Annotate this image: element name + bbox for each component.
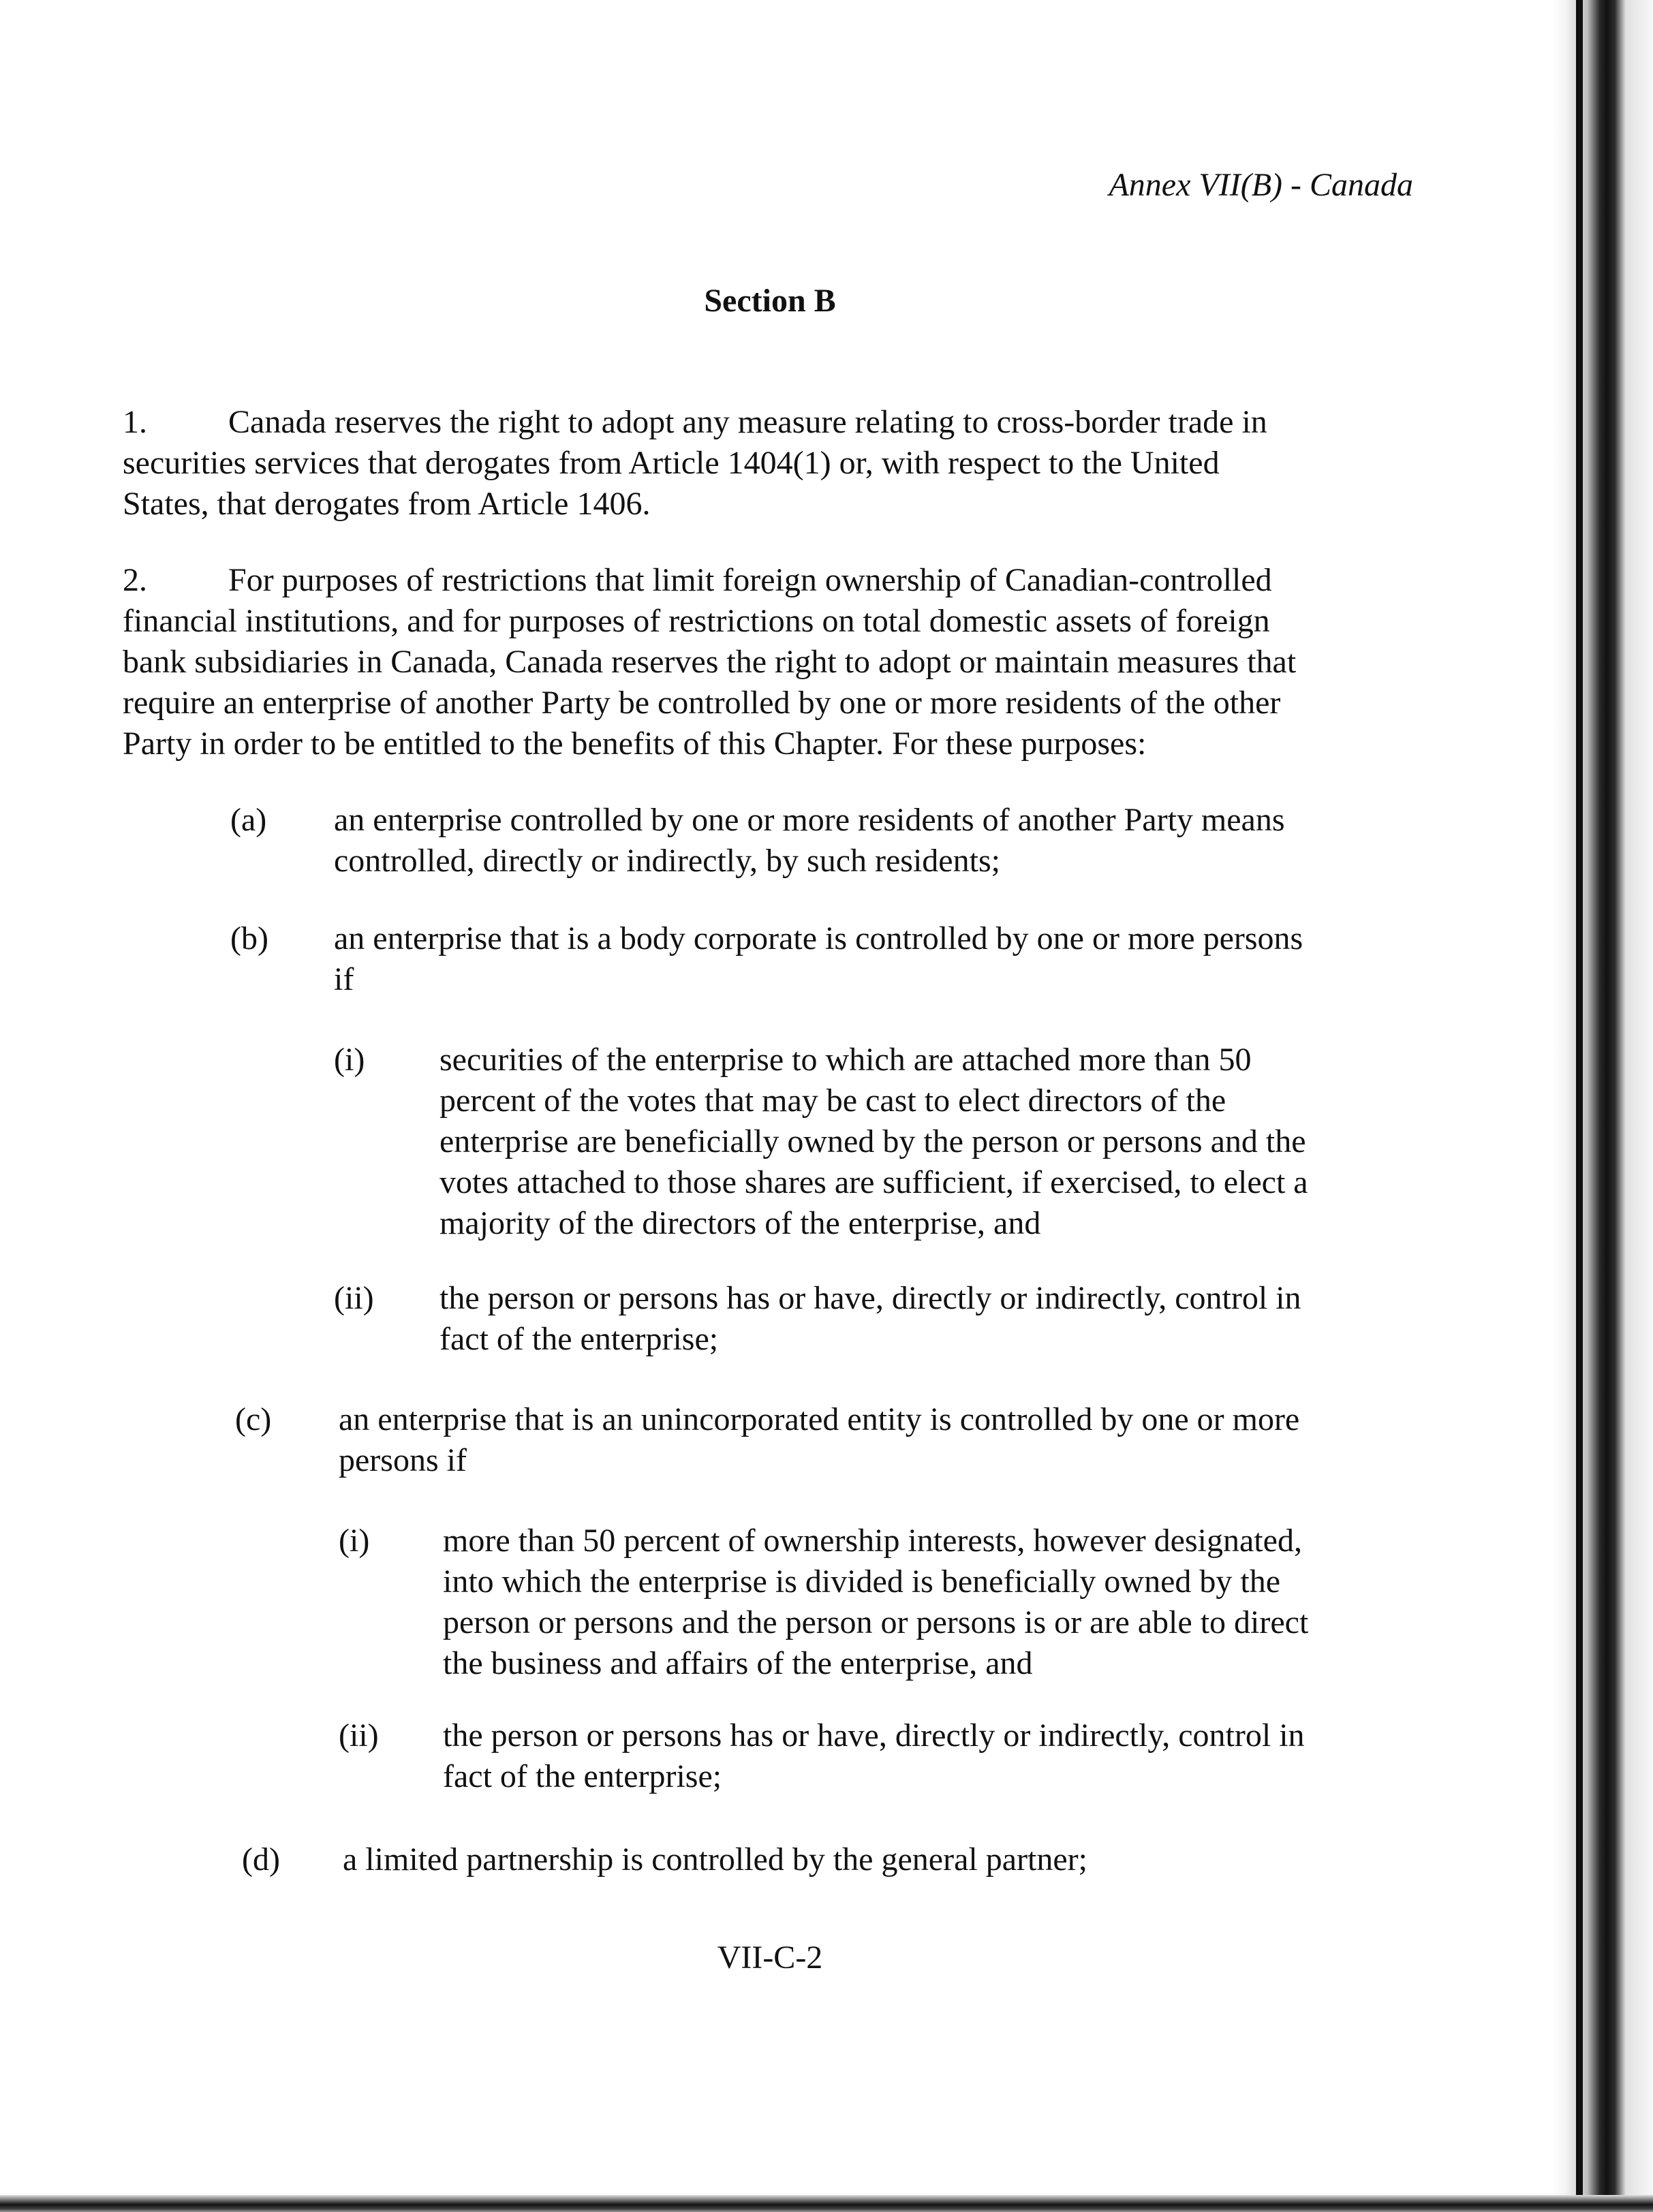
sub-item-line: votes attached to those shares are sufficient, if exercised, to elect a	[439, 1164, 1308, 1200]
sub-item-line: securities of the enterprise to which are attached more than 50	[439, 1042, 1252, 1078]
sub-item-line: into which the enterprise is divided is beneficially owned by the	[443, 1563, 1281, 1600]
sub-item-line: person or persons and the person or persons is or are able to direct	[443, 1604, 1309, 1640]
item-line: an enterprise that is a body corporate is controlled by one or more persons	[334, 920, 1303, 956]
item-label: (d)	[242, 1841, 280, 1878]
sub-item-line: enterprise are beneficially owned by the person or persons and the	[439, 1123, 1306, 1159]
item-line: controlled, directly or indirectly, by such residents;	[334, 843, 1000, 879]
paragraph-2	[123, 560, 1417, 764]
sub-item-line: the business and affairs of the enterprise, and	[443, 1645, 1033, 1681]
page-number: VII-C-2	[717, 1940, 823, 1976]
paragraph-number: 1.	[123, 404, 147, 440]
sub-item-line: fact of the enterprise;	[443, 1758, 722, 1794]
item-line: an enterprise that is an unincorporated entity is controlled by one or more	[339, 1401, 1300, 1437]
paragraph-1-line: States, that derogates from Article 1406.	[123, 486, 651, 522]
paragraph-number: 2.	[123, 562, 147, 598]
sub-item-line: the person or persons has or have, directly or indirectly, control in	[439, 1280, 1301, 1316]
item-line: a limited partnership is controlled by the general partner;	[343, 1841, 1087, 1878]
paragraph-2-line: 2. For purposes of restrictions that limit foreign ownership of Canadian-controlled	[123, 560, 1417, 601]
item-label: (c)	[235, 1401, 272, 1437]
section-title: Section B	[704, 283, 836, 319]
sub-item-line: majority of the directors of the enterprise, and	[439, 1205, 1041, 1241]
paragraph-1-line: securities services that derogates from Article 1404(1) or, with respect to the United	[123, 445, 1220, 481]
item-line: if	[334, 961, 354, 997]
sub-item-label: (ii)	[334, 1280, 374, 1316]
sub-item-label: (ii)	[339, 1717, 379, 1754]
scan-bottom-edge	[0, 2195, 1653, 2212]
item-label: (b)	[230, 920, 268, 956]
item-line: persons if	[339, 1442, 467, 1478]
item-line: an enterprise controlled by one or more residents of another Party means	[334, 802, 1285, 838]
sub-item-line: fact of the enterprise;	[439, 1321, 719, 1357]
scan-binding-line	[1576, 0, 1583, 2212]
sub-item-label: (i)	[334, 1042, 365, 1078]
annex-header: Annex VII(B) - Canada	[1109, 167, 1413, 203]
paragraph-1	[123, 402, 1417, 525]
item-label: (a)	[230, 802, 267, 838]
sub-item-line: percent of the votes that may be cast to elect directors of the	[439, 1082, 1226, 1119]
paragraph-2-line: Party in order to be entitled to the benefits of this Chapter. For these purposes:	[123, 726, 1147, 762]
paragraph-2-line: financial institutions, and for purposes of restrictions on total domestic assets of foreign	[123, 603, 1270, 639]
sub-item-line: the person or persons has or have, directly or indirectly, control in	[443, 1717, 1305, 1754]
sub-item-line: more than 50 percent of ownership interests, however designated,	[443, 1523, 1302, 1559]
sub-item-label: (i)	[339, 1523, 370, 1559]
paragraph-1-line: 1. Canada reserves the right to adopt any measure relating to cross-border trade in	[123, 402, 1417, 443]
paragraph-2-line: bank subsidiaries in Canada, Canada reserves the right to adopt or maintain measures that	[123, 644, 1297, 680]
scan-binding-edge	[1552, 0, 1653, 2212]
paragraph-2-line: require an enterprise of another Party be controlled by one or more residents of the other	[123, 685, 1281, 721]
